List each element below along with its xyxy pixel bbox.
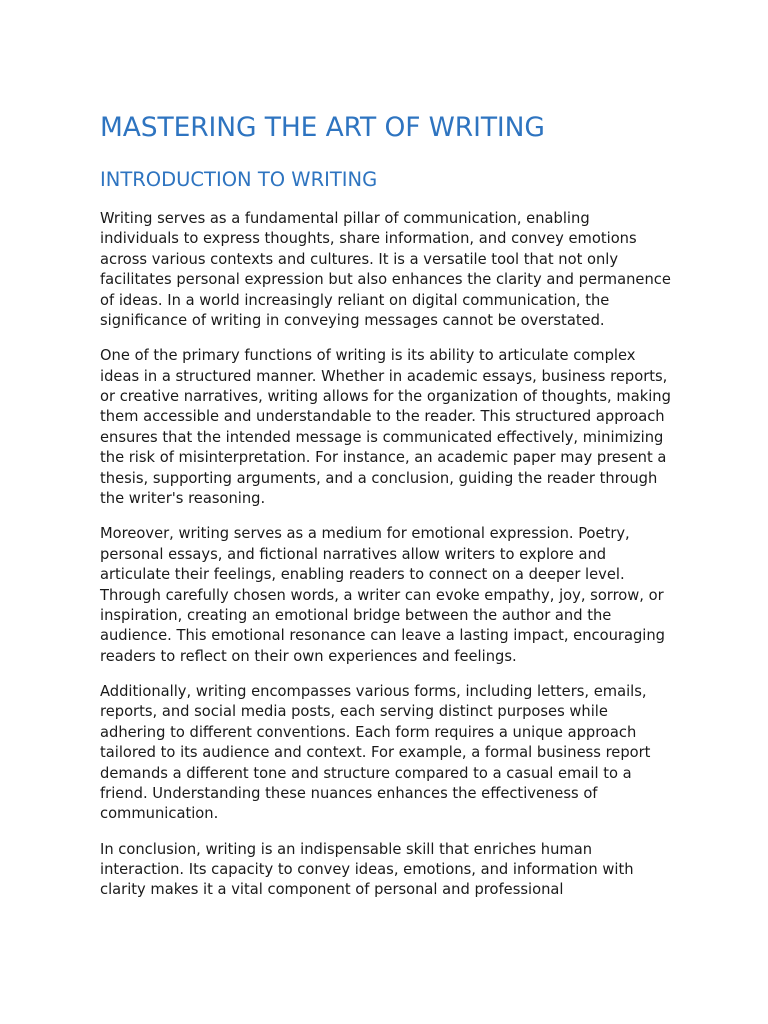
paragraph: One of the primary functions of writing is its ability to articulate complex ideas in a structured manner. Whether in academic essays, business reports, or creative narratives, writing allows for the organization of thoughts, making them accessible and understandable to the reader. This structured approach ensures that the intended message is communicated effectively, minimizing the risk of misinterpretation. For instance, an academic paper may present a thesis, supporting arguments, and a conclusion, guiding the reader through the writer's reasoning. bbox=[100, 347, 671, 508]
paragraph: Writing serves as a fundamental pillar of communication, enabling individuals to express thoughts, share information, and convey emotions across various contexts and cultures. It is a versatile tool that not only facilitates personal expression but also enhances the clarity and permanence of ideas. In a world increasingly reliant on digital communication, the significance of writing in conveying messages cannot be overstated. bbox=[100, 210, 671, 330]
paragraph: Moreover, writing serves as a medium for emotional expression. Poetry, personal essays, and fictional narratives allow writers to explore and articulate their feelings, enabling readers to connect on a deeper level. Through carefully chosen words, a writer can evoke empathy, joy, sorrow, or inspiration, creating an emotional bridge between the author and the audience. This emotional resonance can leave a lasting impact, encouraging readers to reflect on their own experiences and feelings. bbox=[100, 525, 665, 665]
document-page bbox=[100, 108, 672, 901]
section-heading: INTRODUCTION TO WRITING bbox=[100, 168, 378, 191]
paragraph: In conclusion, writing is an indispensable skill that enriches human interaction. Its capacity to convey ideas, emotions, and information with clarity makes it a vital component of personal and professional bbox=[100, 840, 634, 899]
paragraph: Additionally, writing encompasses various forms, including letters, emails, reports, and social media posts, each serving distinct purposes while adhering to different conventions. Each form requires a unique approach tailored to its audience and context. For example, a formal business report demands a different tone and structure compared to a casual email to a friend. Understanding these nuances enhances the effectiveness of communication. bbox=[100, 682, 651, 823]
document-title: MASTERING THE ART OF WRITING bbox=[100, 112, 545, 143]
